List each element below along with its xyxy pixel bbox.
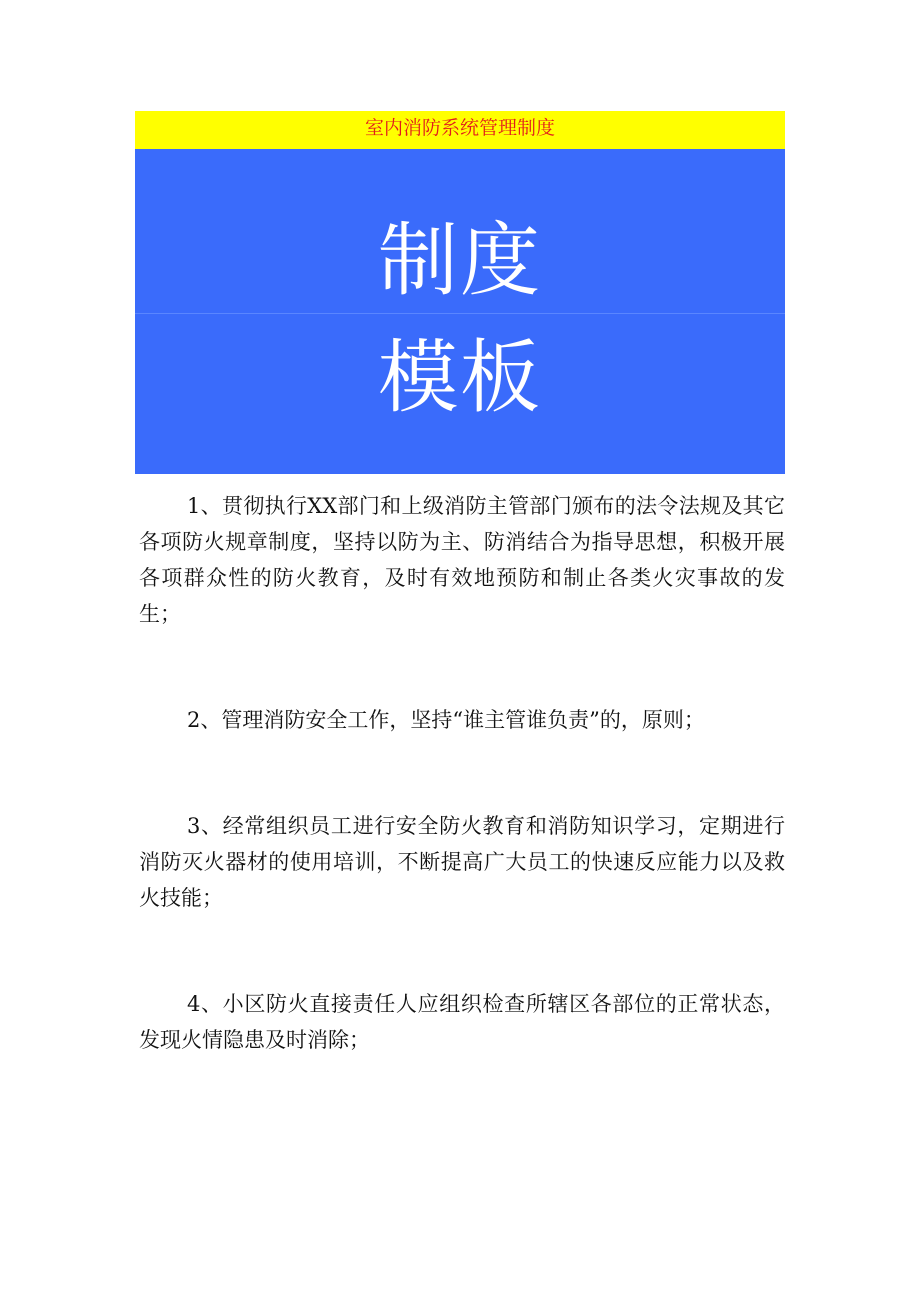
document-body [139,488,785,1058]
document-subtitle: 室内消防系统管理制度 [364,117,555,139]
paragraph-4: 4、小区防火直接责任人应组织检查所辖区各部位的正常状态，发现火情隐患及时消除； [139,992,785,1052]
title-block [135,149,785,474]
paragraph-2: 2、管理消防安全工作，坚持“谁主管谁负责”的，原则； [187,708,705,732]
paragraph-1: 1、贯彻执行XX部门和上级消防主管部门颁布的法令法规及其它各项防火规章制度，坚持以防为主、防消结合为指导思想，积极开展各项群众性的防火教育，及时有效地预防和制止各类火灾事故的发生； [139,494,785,626]
document-subtitle-banner [135,111,785,149]
title-divider [135,313,785,314]
title-line-2: 模板 [378,331,542,424]
paragraph-3: 3、经常组织员工进行安全防火教育和消防知识学习，定期进行消防灭火器材的使用培训，不断提高广大员工的快速反应能力以及救火技能； [139,814,785,910]
title-line-1: 制度 [378,214,542,307]
